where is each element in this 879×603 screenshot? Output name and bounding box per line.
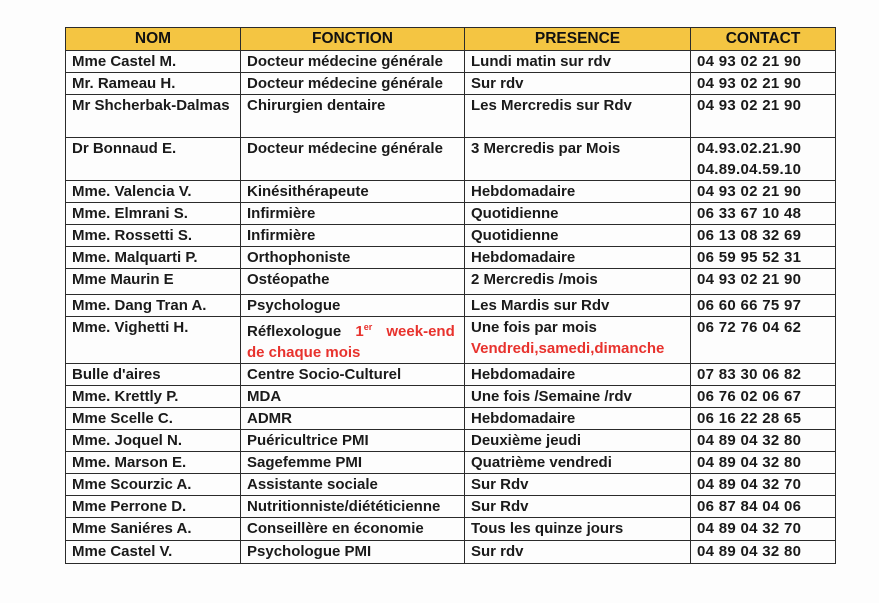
cell-nom: Mme. Vighetti H.	[66, 317, 241, 364]
cell-contact: 07 83 30 06 82	[691, 364, 836, 386]
cell-fonction	[241, 317, 465, 364]
cell-nom: Mme Scourzic A.	[66, 474, 241, 496]
cell-contact: 04 89 04 32 80	[691, 541, 836, 564]
presence-red-line-2: Vendredi,samedi,dimanche	[471, 340, 665, 357]
cell-nom: Mme. Joquel N.	[66, 430, 241, 452]
cell-nom: Mme Saniéres A.	[66, 518, 241, 541]
cell-nom: Mme. Rossetti S.	[66, 225, 241, 247]
cell-contact: 04 93 02 21 90	[691, 51, 836, 73]
header-row	[66, 28, 836, 51]
cell-nom: Mme Castel M.	[66, 51, 241, 73]
contact-table	[65, 27, 836, 564]
cell-fonction: Nutritionniste/diététicienne	[241, 496, 465, 518]
cell-nom: Mme. Valencia V.	[66, 181, 241, 203]
cell-fonction: Puéricultrice PMI	[241, 430, 465, 452]
cell-fonction: Psychologue PMI	[241, 541, 465, 564]
header-fonction: FONCTION	[241, 28, 465, 51]
cell-presence: Hebdomadaire	[465, 181, 691, 203]
cell-fonction: Docteur médecine générale	[241, 138, 465, 181]
cell-contact: 04 93 02 21 90	[691, 181, 836, 203]
cell-presence: Les Mercredis sur Rdv	[465, 95, 691, 138]
cell-contact: 04 89 04 32 80	[691, 452, 836, 474]
cell-nom: Mme. Marson E.	[66, 452, 241, 474]
cell-nom: Mme Perrone D.	[66, 496, 241, 518]
cell-nom: Mme Scelle C.	[66, 408, 241, 430]
contact-line-2: 04.89.04.59.10	[697, 161, 802, 178]
cell-presence: Quotidienne	[465, 225, 691, 247]
table-row	[66, 269, 836, 295]
cell-contact: 06 33 67 10 48	[691, 203, 836, 225]
cell-contact: 04 89 04 32 70	[691, 518, 836, 541]
cell-fonction: Infirmière	[241, 203, 465, 225]
cell-nom: Dr Bonnaud E.	[66, 138, 241, 181]
cell-nom: Mr Shcherbak-Dalmas	[66, 95, 241, 138]
fonction-red-num: 1	[355, 323, 364, 340]
cell-contact: 06 76 02 06 67	[691, 386, 836, 408]
cell-nom: Mme. Malquarti P.	[66, 247, 241, 269]
cell-nom: Mme. Krettly P.	[66, 386, 241, 408]
cell-fonction: Ostéopathe	[241, 269, 465, 295]
table-row	[66, 138, 836, 181]
cell-presence: Sur rdv	[465, 73, 691, 95]
table-row	[66, 430, 836, 452]
table-row	[66, 181, 836, 203]
fonction-red-sup: er	[363, 322, 373, 332]
cell-fonction: Infirmière	[241, 225, 465, 247]
table-row	[66, 95, 836, 138]
fonction-text: Réflexologue	[247, 323, 342, 340]
cell-presence	[465, 317, 691, 364]
cell-fonction: Sagefemme PMI	[241, 452, 465, 474]
table-row	[66, 247, 836, 269]
cell-fonction: ADMR	[241, 408, 465, 430]
cell-contact: 04 89 04 32 80	[691, 430, 836, 452]
cell-contact: 06 60 66 75 97	[691, 295, 836, 317]
cell-contact: 06 87 84 04 06	[691, 496, 836, 518]
table-row	[66, 203, 836, 225]
cell-presence: Sur rdv	[465, 541, 691, 564]
cell-fonction: Psychologue	[241, 295, 465, 317]
table-row	[66, 364, 836, 386]
cell-presence: 2 Mercredis /mois	[465, 269, 691, 295]
cell-contact: 06 72 76 04 62	[691, 317, 836, 364]
cell-contact: 04 93 02 21 90	[691, 95, 836, 138]
cell-presence: Tous les quinze jours	[465, 518, 691, 541]
cell-fonction: Orthophoniste	[241, 247, 465, 269]
cell-contact: 06 13 08 32 69	[691, 225, 836, 247]
fonction-red-line-2: de chaque mois	[247, 344, 361, 361]
header-nom: NOM	[66, 28, 241, 51]
table-row	[66, 73, 836, 95]
contact-line-1: 04.93.02.21.90	[697, 140, 802, 157]
table-row	[66, 474, 836, 496]
cell-nom: Mme Maurin E	[66, 269, 241, 295]
cell-fonction: Docteur médecine générale	[241, 51, 465, 73]
fonction-line-1	[247, 317, 458, 342]
cell-nom: Mr. Rameau H.	[66, 73, 241, 95]
cell-contact: 04 89 04 32 70	[691, 474, 836, 496]
cell-presence: Hebdomadaire	[465, 364, 691, 386]
fonction-red-rest: week-end	[386, 323, 455, 340]
cell-presence: Hebdomadaire	[465, 408, 691, 430]
table-row	[66, 295, 836, 317]
cell-fonction: Kinésithérapeute	[241, 181, 465, 203]
cell-contact: 04 93 02 21 90	[691, 269, 836, 295]
cell-contact: 06 16 22 28 65	[691, 408, 836, 430]
cell-nom: Mme Castel V.	[66, 541, 241, 564]
cell-nom: Bulle d'aires	[66, 364, 241, 386]
cell-fonction: Conseillère en économie	[241, 518, 465, 541]
cell-presence: Lundi matin sur rdv	[465, 51, 691, 73]
table-row	[66, 408, 836, 430]
cell-fonction: Centre Socio-Culturel	[241, 364, 465, 386]
header-contact: CONTACT	[691, 28, 836, 51]
cell-presence: Sur Rdv	[465, 496, 691, 518]
presence-line-1: Une fois par mois	[471, 319, 597, 336]
cell-fonction: Docteur médecine générale	[241, 73, 465, 95]
table-row	[66, 541, 836, 564]
cell-nom: Mme. Dang Tran A.	[66, 295, 241, 317]
table-row	[66, 386, 836, 408]
cell-presence: Une fois /Semaine /rdv	[465, 386, 691, 408]
table-row	[66, 225, 836, 247]
cell-presence: Quotidienne	[465, 203, 691, 225]
table-row	[66, 452, 836, 474]
cell-presence: Quatrième vendredi	[465, 452, 691, 474]
cell-fonction: Chirurgien dentaire	[241, 95, 465, 138]
table-row	[66, 518, 836, 541]
cell-contact: 04 93 02 21 90	[691, 73, 836, 95]
cell-presence: Les Mardis sur Rdv	[465, 295, 691, 317]
table-row	[66, 496, 836, 518]
table-row	[66, 51, 836, 73]
cell-fonction: Assistante sociale	[241, 474, 465, 496]
cell-presence: Sur Rdv	[465, 474, 691, 496]
cell-presence: Deuxième jeudi	[465, 430, 691, 452]
table-row	[66, 317, 836, 364]
cell-fonction: MDA	[241, 386, 465, 408]
cell-contact: 06 59 95 52 31	[691, 247, 836, 269]
cell-contact	[691, 138, 836, 181]
cell-presence: Hebdomadaire	[465, 247, 691, 269]
header-presence: PRESENCE	[465, 28, 691, 51]
cell-nom: Mme. Elmrani S.	[66, 203, 241, 225]
cell-presence: 3 Mercredis par Mois	[465, 138, 691, 181]
